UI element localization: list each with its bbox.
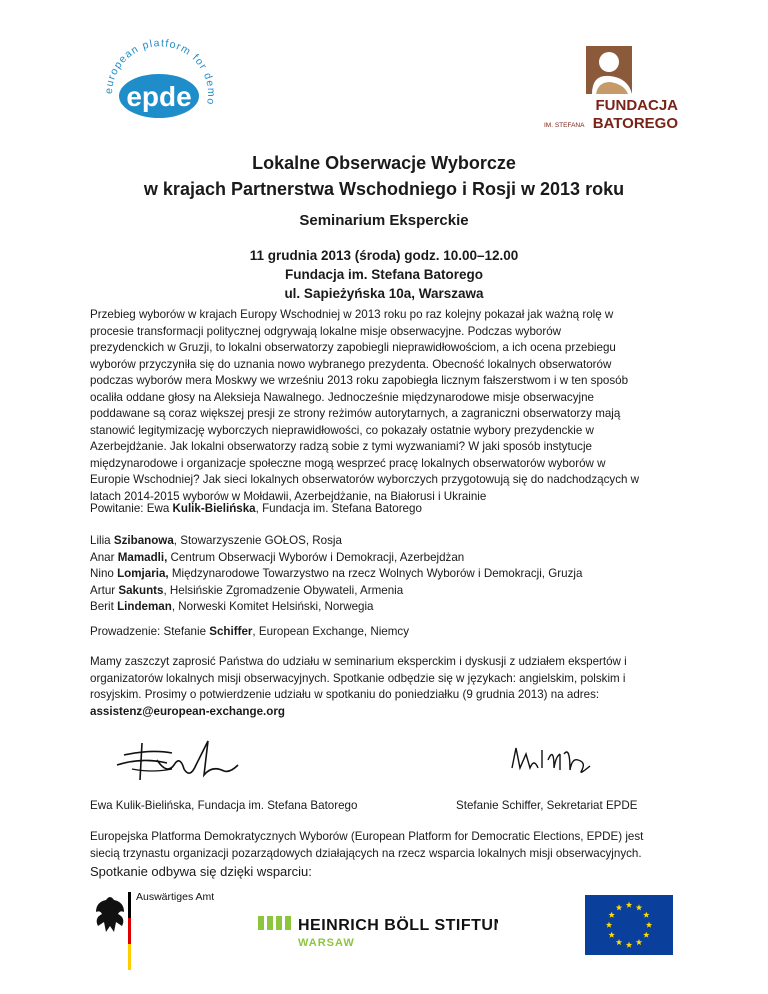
- epde-ring-text: european platform for demo: [102, 37, 218, 107]
- invitation-line: rosyjskim. Prosimy o potwierdzenie udziału w spotkaniu do poniedziałku (9 grudnia 2013) na adres:: [90, 688, 600, 701]
- eu-star-icon: [608, 932, 614, 938]
- intro-line: wyborów przyczyniła się do uznania nowo wybranego prezydenta. Obecność lokalnych obserwatorów: [90, 357, 612, 371]
- title-line-1: Lokalne Obserwacje Wyborcze: [252, 153, 516, 173]
- event-subtitle: Seminarium Eksperckie: [299, 212, 469, 229]
- intro-line: procesie transformacji politycznej odgrywają lokalne misje obserwacyjne. Podczas wyborów: [90, 324, 562, 338]
- batory-prefix: IM. STEFANA: [544, 122, 585, 129]
- intro-line: Azerbejdżanie. Jak lokalni obserwatorzy radzą sobie z tymi wyzwaniami? W jaki sposób instytucje: [90, 440, 592, 453]
- signature-left: [112, 735, 242, 790]
- boll-city: WARSAW: [298, 937, 355, 949]
- intro-line: poddawane są coraz większej presji ze strony reżimów autorytarnych, a zagraniczni obserwatorzy mają: [90, 407, 621, 420]
- event-address: ul. Sapieżyńska 10a, Warszawa: [284, 286, 484, 301]
- footer-line: Europejska Platforma Demokratycznych Wyborów (European Platform for Democratic Elections, EPDE) jest: [90, 830, 644, 843]
- intro-line: stanowić legitymizację wyborczych nieprawidłowości, co pokazały ostatnie wybory prezydenckie w: [90, 423, 594, 437]
- batory-line1: FUNDACJA: [595, 97, 678, 114]
- event-venue: Fundacja im. Stefana Batorego: [284, 267, 484, 282]
- eu-star-icon: [636, 939, 642, 945]
- eu-star-icon: [616, 939, 622, 945]
- signature-right-name: Stefanie Schiffer, Sekretariat EPDE: [456, 799, 638, 812]
- title-line-2: w krajach Partnerstwa Wschodniego i Rosji w 2013 roku: [143, 179, 625, 199]
- batory-line2: BATOREGO: [592, 115, 678, 132]
- eu-star-icon: [643, 912, 649, 918]
- eu-star-icon: [626, 942, 632, 948]
- footer-line: siecią trzynastu organizacji pozarządowych działających na rzecz wsparcia lokalnych misji obserwacyjnych.: [90, 846, 642, 860]
- eu-star-icon: [643, 932, 649, 938]
- moderation-organization: , European Exchange, Niemcy: [252, 625, 410, 638]
- eu-star-icon: [608, 912, 614, 918]
- welcome-line: [90, 501, 678, 518]
- intro-line: podczas wyborów mera Moskwy we wrześniu 2013 roku zapobiegła licznym fałszerstwom i w ten sposób: [90, 374, 629, 387]
- intro-line: Przebieg wyborów w krajach Europy Wschodniej w 2013 roku po raz kolejny pokazał jak ważną rolę w: [90, 308, 614, 321]
- speaker-item: Anar Mamadli, Centrum Obserwacji Wyborów i Demokracji, Azerbejdżan: [90, 550, 465, 564]
- speakers-list: [90, 533, 678, 616]
- eu-star-icon: [626, 902, 632, 908]
- epde-acronym: epde: [126, 81, 192, 112]
- event-meta: [0, 246, 768, 303]
- moderation-label: Prowadzenie: Stefanie: [90, 625, 210, 638]
- boll-foundation-logo: [258, 912, 498, 952]
- auswaertiges-amt-logo: [90, 888, 220, 978]
- eu-star-icon: [606, 922, 612, 928]
- welcome-organization: , Fundacja im. Stefana Batorego: [255, 502, 422, 515]
- eu-star-icon: [616, 904, 622, 910]
- intro-line: międzynarodowe i organizacje społeczne mogą wesprzeć pracę lokalnych obserwatorów wyborów w: [90, 456, 606, 470]
- invitation-email[interactable]: assistenz@european-exchange.org: [90, 704, 285, 718]
- intro-paragraph: [90, 307, 678, 505]
- speaker-item: Berit Lindeman, Norweski Komitet Helsiński, Norwegia: [90, 600, 374, 613]
- boll-name: HEINRICH BÖLL STIFTUNG: [298, 917, 498, 934]
- intro-line: ocaliła oddane głosy na Aleksieja Nawalnego. Jednocześnie międzynarodowe misje obserwacyjne: [90, 390, 594, 404]
- invitation-line: organizatorów lokalnych misji obserwacyjnych. Spotkanie odbędzie się w językach: angielskim, polskim i: [90, 671, 626, 685]
- intro-line: latach 2014-2015 wyborów w Mołdawii, Azerbejdżanie, na Białorusi i Ukrainie: [90, 489, 487, 503]
- eu-star-icon: [636, 904, 642, 910]
- signature-left-name: Ewa Kulik-Bielińska, Fundacja im. Stefana Batorego: [90, 799, 358, 812]
- intro-line: prezydenckich w Gruzji, to lokalni obserwatorzy zapobiegli nieprawidłowościom, a ich ocena przebiegu: [90, 341, 616, 354]
- invitation-line: Mamy zaszczyt zaprosić Państwa do udziału w seminarium eksperckim i dyskusji z udziałem ekspertów i: [90, 655, 627, 668]
- speaker-item: Artur Sakunts, Helsińskie Zgromadzenie Obywateli, Armenia: [90, 583, 404, 597]
- intro-line: Europie Wschodniej? Jak sieci lokalnych obserwatorów wyborczych przygotowują się do nadchodzących w: [90, 473, 640, 486]
- welcome-surname: Kulik-Bielińska: [172, 502, 256, 515]
- invitation-paragraph: [90, 654, 678, 720]
- speaker-item: Nino Lomjaria, Międzynarodowe Towarzystwo na rzecz Wolnych Wyborów i Demokracji, Gruzja: [90, 567, 583, 580]
- event-date: 11 grudnia 2013 (środa) godz. 10.00–12.00: [249, 248, 519, 263]
- eu-flag-logo: [585, 895, 673, 955]
- signature-right: [508, 740, 598, 780]
- batory-logo: [540, 44, 680, 132]
- epde-logo: [82, 24, 232, 144]
- support-label: Spotkanie odbywa się dzięki wsparciu:: [90, 864, 312, 879]
- eu-star-icon: [646, 922, 652, 928]
- moderation-surname: Schiffer: [209, 625, 253, 638]
- auswaertiges-amt-label: Auswärtiges Amt: [136, 891, 215, 903]
- moderation-line: [90, 624, 678, 641]
- footer-paragraph: [90, 829, 678, 862]
- speaker-item: Lilia Szibanowa, Stowarzyszenie GOŁOS, Rosja: [90, 534, 342, 547]
- welcome-label: Powitanie: Ewa: [90, 502, 173, 515]
- event-title: [0, 150, 768, 202]
